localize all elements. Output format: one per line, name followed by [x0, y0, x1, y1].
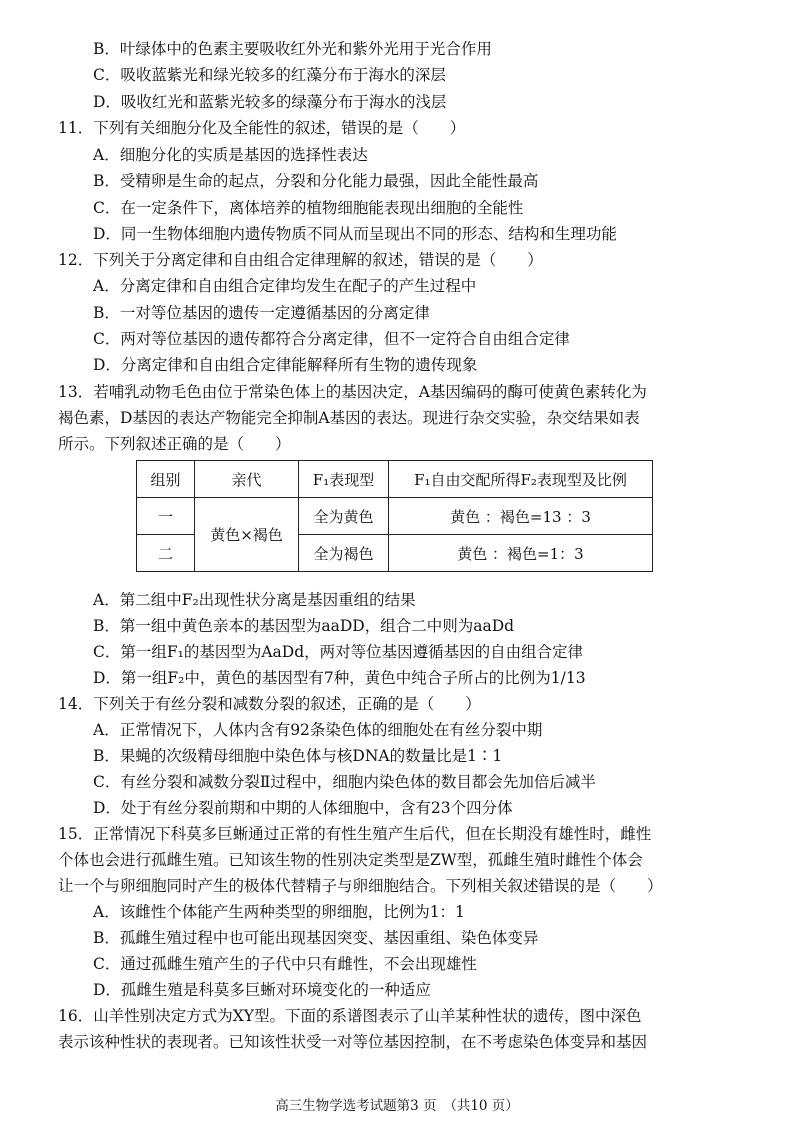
page-footer: 高三生物学选考试题第3 页 （共10 页） [275, 1098, 519, 1114]
table-header-cell: 组别 [137, 461, 195, 498]
q12-option-b: B．一对等位基因的遗传一定遵循基因的分离定律 [93, 304, 430, 322]
q11-option-d: D．同一生物体细胞内遗传物质不同从而呈现出不同的形态、结构和生理功能 [93, 225, 617, 243]
q13-stem-line1: 13．若哺乳动物毛色由位于常染色体上的基因决定，A基因编码的酶可使黄色素转化为 [58, 383, 647, 401]
table-cell-group: 二 [137, 535, 195, 572]
q13-option-d: D．第一组F₂中，黄色的基因型有7种，黄色中纯合子所占的比例为1/13 [93, 669, 586, 687]
q15-option-b: B．孤雌生殖过程中也可能出现基因突变、基因重组、染色体变异 [93, 929, 539, 947]
q15-stem-line3: 让一个与卵细胞同时产生的极体代替精子与卵细胞结合。下列相关叙述错误的是（ ） [58, 877, 663, 895]
table-cell-f2: 黄色 ：褐色=1：3 [389, 535, 653, 572]
q15-option-a: A．该雌性个体能产生两种类型的卵细胞，比例为1：1 [93, 903, 465, 921]
q10-option-d: D．吸收红光和蓝紫光较多的绿藻分布于海水的浅层 [93, 93, 447, 111]
table-cell-parent: 黄色×褐色 [195, 498, 299, 572]
q13-stem-line2: 褐色素，D基因的表达产物能完全抑制A基因的表达。现进行杂交实验，杂交结果如表 [58, 409, 640, 427]
q15-option-d: D．孤雌生殖是科莫多巨蜥对环境变化的一种适应 [93, 981, 431, 999]
table-row [137, 498, 653, 535]
q14-option-d: D．处于有丝分裂前期和中期的人体细胞中，含有23个四分体 [93, 799, 513, 817]
table-header-cell: F₁表现型 [299, 461, 389, 498]
table-header-cell: 亲代 [195, 461, 299, 498]
q12-stem: 12．下列关于分离定律和自由组合定律理解的叙述，错误的是（ ） [58, 251, 543, 269]
q16-stem-line2: 表示该种性状的表现者。已知该性状受一对等位基因控制，在不考虑染色体变异和基因 [58, 1033, 648, 1051]
table-cell-f2: 黄色 ：褐色=13 ：3 [389, 498, 653, 535]
q14-option-b: B．果蝇的次级精母细胞中染色体与核DNA的数量比是1∶1 [93, 747, 503, 765]
q12-option-c: C．两对等位基因的遗传都符合分离定律，但不一定符合自由组合定律 [93, 330, 570, 348]
cross-results-table [136, 460, 653, 572]
q13-option-a: A．第二组中F₂出现性状分离是基因重组的结果 [93, 591, 416, 609]
q15-stem-line1: 15．正常情况下科莫多巨蜥通过正常的有性生殖产生后代，但在长期没有雄性时，雌性 [58, 825, 652, 843]
q15-stem-line2: 个体也会进行孤雌生殖。已知该生物的性别决定类型是ZW型，孤雌生殖时雌性个体会 [58, 851, 643, 869]
q13-option-c: C．第一组F₁的基因型为AaDd，两对等位基因遵循基因的自由组合定律 [93, 643, 584, 661]
table-cell-f1: 全为褐色 [299, 535, 389, 572]
q13-option-b: B．第一组中黄色亲本的基因型为aaDD，组合二中则为aaDd [93, 617, 515, 635]
q14-stem: 14．下列关于有丝分裂和减数分裂的叙述，正确的是（ ） [58, 695, 481, 713]
table-cell-f1: 全为黄色 [299, 498, 389, 535]
table-header-row [137, 461, 653, 498]
q10-option-c: C．吸收蓝紫光和绿光较多的红藻分布于海水的深层 [93, 66, 446, 84]
q10-option-b: B．叶绿体中的色素主要吸收红外光和紫外光用于光合作用 [93, 40, 492, 58]
q16-stem-line1: 16．山羊性别决定方式为XY型。下面的系谱图表示了山羊某种性状的遗传，图中深色 [58, 1007, 642, 1025]
q11-option-c: C．在一定条件下，离体培养的植物细胞能表现出细胞的全能性 [93, 199, 524, 217]
q11-stem: 11．下列有关细胞分化及全能性的叙述，错误的是（ ） [58, 119, 466, 137]
q15-option-c: C．通过孤雌生殖产生的子代中只有雌性，不会出现雄性 [93, 955, 477, 973]
q11-option-b: B．受精卵是生命的起点，分裂和分化能力最强，因此全能性最高 [93, 172, 539, 190]
q12-option-a: A．分离定律和自由组合定律均发生在配子的产生过程中 [93, 277, 477, 295]
table-header-cell: F₁自由交配所得F₂表现型及比例 [389, 461, 653, 498]
q11-option-a: A．细胞分化的实质是基因的选择性表达 [93, 146, 368, 164]
q14-option-c: C．有丝分裂和减数分裂Ⅱ过程中，细胞内染色体的数目都会先加倍后减半 [93, 773, 596, 791]
q14-option-a: A．正常情况下，人体内含有92条染色体的细胞处在有丝分裂中期 [93, 721, 543, 739]
q12-option-d: D．分离定律和自由组合定律能解释所有生物的遗传现象 [93, 356, 478, 374]
q13-stem-line3: 所示。下列叙述正确的是（ ） [58, 435, 291, 453]
table-cell-group: 一 [137, 498, 195, 535]
